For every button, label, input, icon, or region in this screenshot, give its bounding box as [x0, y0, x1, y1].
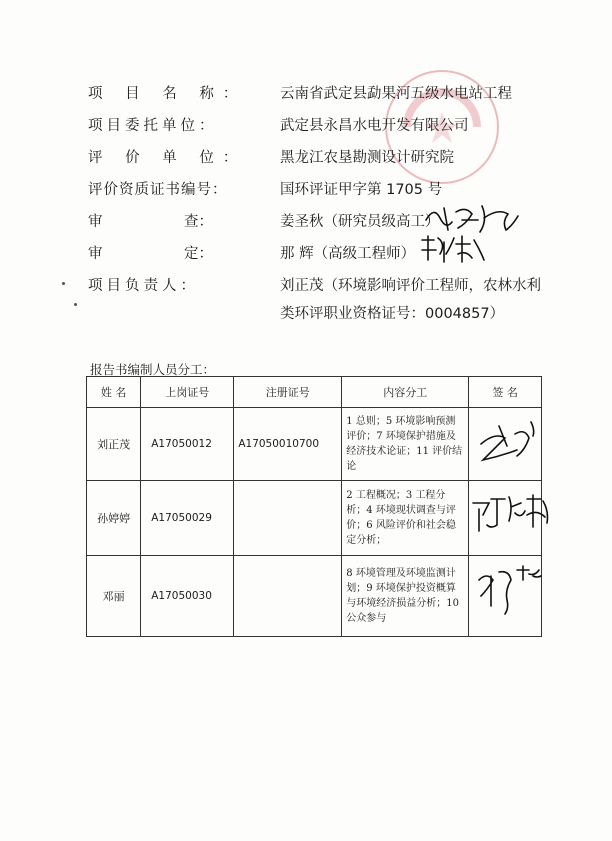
staff-reg-cert [234, 556, 342, 637]
staff-reg-cert [234, 481, 342, 556]
staff-table [86, 376, 542, 637]
certificate-value: 国环评证甲字第 1705 号 [280, 182, 443, 198]
staff-signature [469, 489, 559, 545]
client-value: 武定县永昌水电开发有限公司 [280, 118, 469, 134]
client-label: 项目委托单位： [88, 118, 218, 134]
header-signature: 签 名 [469, 377, 542, 408]
staff-signature-cell [469, 408, 542, 481]
staff-reg-cert: A17050010700 [234, 408, 342, 481]
approve-label-char: 审 [88, 246, 103, 262]
reviewer-signature [422, 200, 522, 234]
project-name-value: 云南省武定县勐果河五级水电站工程 [280, 86, 512, 102]
review-label-char: 审 [88, 214, 103, 230]
header-name: 姓 名 [87, 377, 141, 408]
approve-label-char2: 定： [184, 246, 213, 262]
staff-content: 2 工程概况；3 工程分析；4 环境现状调查与评价；6 风险评价和社会稳定分析； [342, 481, 469, 556]
reviewer-value: 姜圣秋（研究员级高工） [280, 214, 440, 230]
table-row [87, 556, 542, 637]
leader-label: 项目负责人： [88, 278, 199, 294]
staff-content: 8 环境管理及环境监测计划；9 环境保护投资概算与环境经济损益分析；10 公众参与 [342, 556, 469, 637]
staff-signature-cell [469, 556, 542, 637]
evaluator-label: 评 价 单 位： [88, 150, 247, 166]
staff-table-title: 报告书编制人员分工： [90, 362, 216, 377]
approver-value: 那 辉（高级工程师） [280, 246, 416, 262]
header-post-cert: 上岗证号 [141, 377, 234, 408]
staff-signature [473, 562, 553, 628]
staff-post-cert: A17050029 [141, 481, 234, 556]
leader-value-line1: 刘正茂（环境影响评价工程师，农林水利 [280, 278, 541, 294]
staff-name: 刘正茂 [87, 408, 141, 481]
scan-speck [74, 303, 77, 306]
certificate-label: 评价资质证书编号： [88, 182, 228, 198]
staff-content: 1 总则；5 环境影响预测评价；7 环境保护措施及经济技术论证；11 评价结论 [342, 408, 469, 481]
staff-name: 邓丽 [87, 556, 141, 637]
leader-value-line2: 类环评职业资格证号：0004857） [280, 306, 505, 322]
staff-signature-cell [469, 481, 542, 556]
staff-name: 孙婷婷 [87, 481, 141, 556]
header-reg-cert: 注册证号 [234, 377, 342, 408]
header-content: 内容分工 [342, 377, 469, 408]
table-row [87, 408, 542, 481]
table-header-row [87, 377, 542, 408]
staff-signature [471, 414, 547, 470]
scan-speck [62, 282, 65, 285]
staff-post-cert: A17050030 [141, 556, 234, 637]
evaluator-value: 黑龙江农垦勘测设计研究院 [280, 150, 454, 166]
approver-signature [418, 232, 490, 266]
project-name-label: 项 目 名 称： [88, 86, 247, 102]
staff-post-cert: A17050012 [141, 408, 234, 481]
table-row [87, 481, 542, 556]
review-label-char2: 查： [184, 214, 213, 230]
